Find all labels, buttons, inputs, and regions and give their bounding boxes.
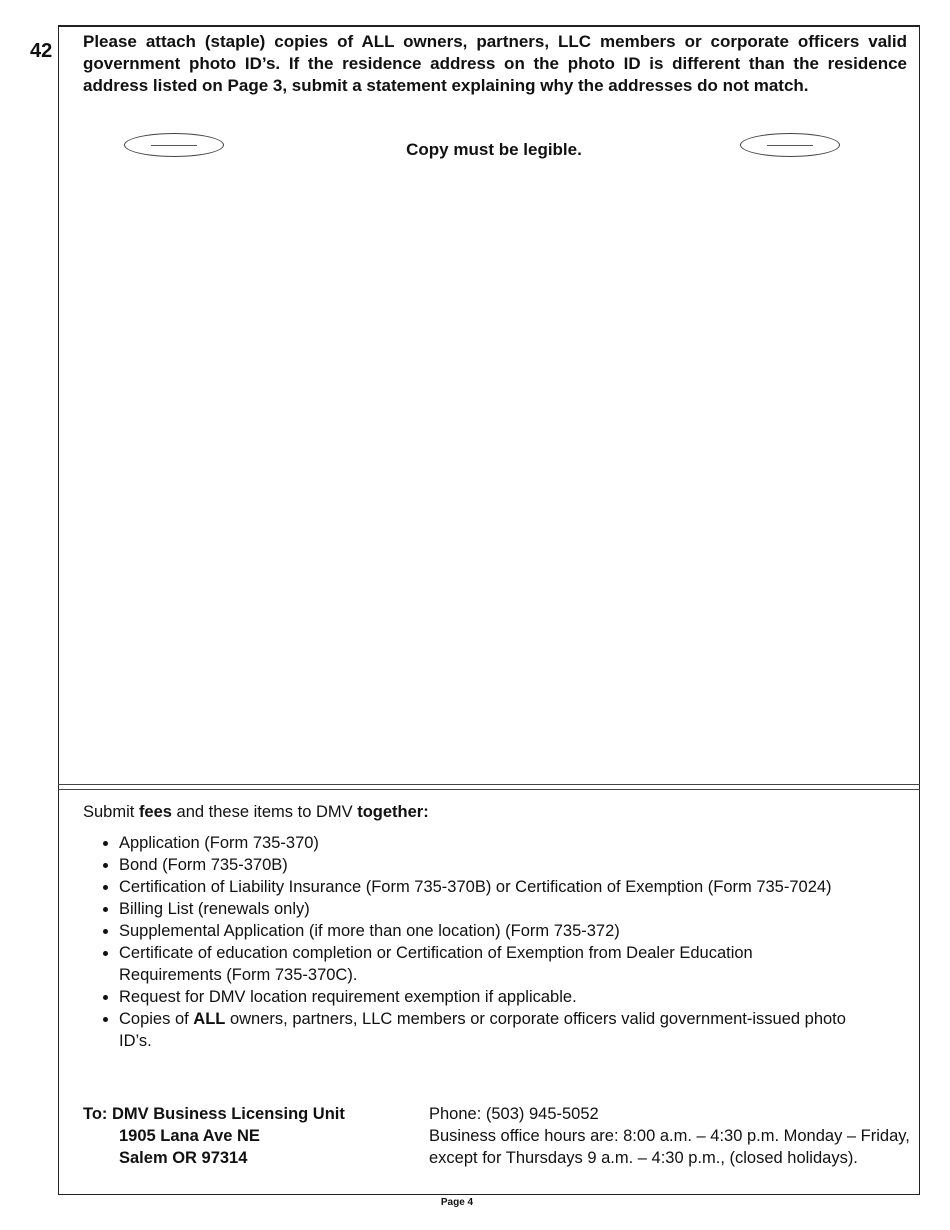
list-item: • Application (Form 735-370) bbox=[119, 832, 859, 854]
submit-prefix: Submit bbox=[83, 803, 139, 821]
required-items-list bbox=[101, 832, 859, 1052]
section-divider bbox=[58, 784, 920, 790]
item-bold: ALL bbox=[193, 1010, 226, 1028]
list-item: • Certificate of education completion or Certification of Exemption from Dealer Education Requirements (Form 735-370C). bbox=[119, 942, 859, 986]
list-item: • Request for DMV location requirement exemption if applicable. bbox=[119, 986, 859, 1008]
address-line: To: DMV Business Licensing Unit bbox=[83, 1105, 345, 1123]
item-suffix: owners, partners, LLC members or corporate officers valid government-issued photo ID’s. bbox=[119, 1010, 846, 1050]
photo-id-instructions: Please attach (staple) copies of ALL owners, partners, LLC members or corporate officers valid government photo ID’s. If the residence address on the photo ID is different than the residence address listed on Page 3, submit a statement explaining why the addresses do not match. bbox=[83, 32, 907, 95]
address-line: 1905 Lana Ave NE bbox=[119, 1127, 260, 1145]
phone-number: Phone: (503) 945-5052 bbox=[429, 1105, 599, 1123]
list-item: • Certification of Liability Insurance (Form 735-370B) or Certification of Exemption (Form 735-7024) bbox=[119, 876, 859, 898]
legible-note: Copy must be legible. bbox=[406, 140, 582, 159]
submit-together: together: bbox=[357, 803, 429, 821]
submit-fees: fees bbox=[138, 803, 172, 821]
mailing-address bbox=[83, 1103, 345, 1169]
office-hours: Business office hours are: 8:00 a.m. – 4:30 p.m. Monday – Friday, except for Thursdays 9 a.m. – 4:30 p.m., (closed holidays). bbox=[429, 1127, 910, 1167]
page-number: Page 4 bbox=[440, 1197, 474, 1208]
staple-marker-right bbox=[740, 133, 840, 157]
list-item: • Supplemental Application (if more than one location) (Form 735-372) bbox=[119, 920, 859, 942]
question-number: 42 bbox=[30, 40, 53, 62]
submit-middle: and these items to DMV bbox=[171, 803, 358, 821]
list-item: • Bond (Form 735-370B) bbox=[119, 854, 859, 876]
list-item bbox=[119, 1008, 859, 1052]
submit-heading bbox=[83, 803, 429, 822]
contact-info bbox=[429, 1103, 919, 1169]
address-line: Salem OR 97314 bbox=[119, 1149, 248, 1167]
list-item: • Billing List (renewals only) bbox=[119, 898, 859, 920]
item-prefix: Copies of bbox=[119, 1010, 194, 1028]
